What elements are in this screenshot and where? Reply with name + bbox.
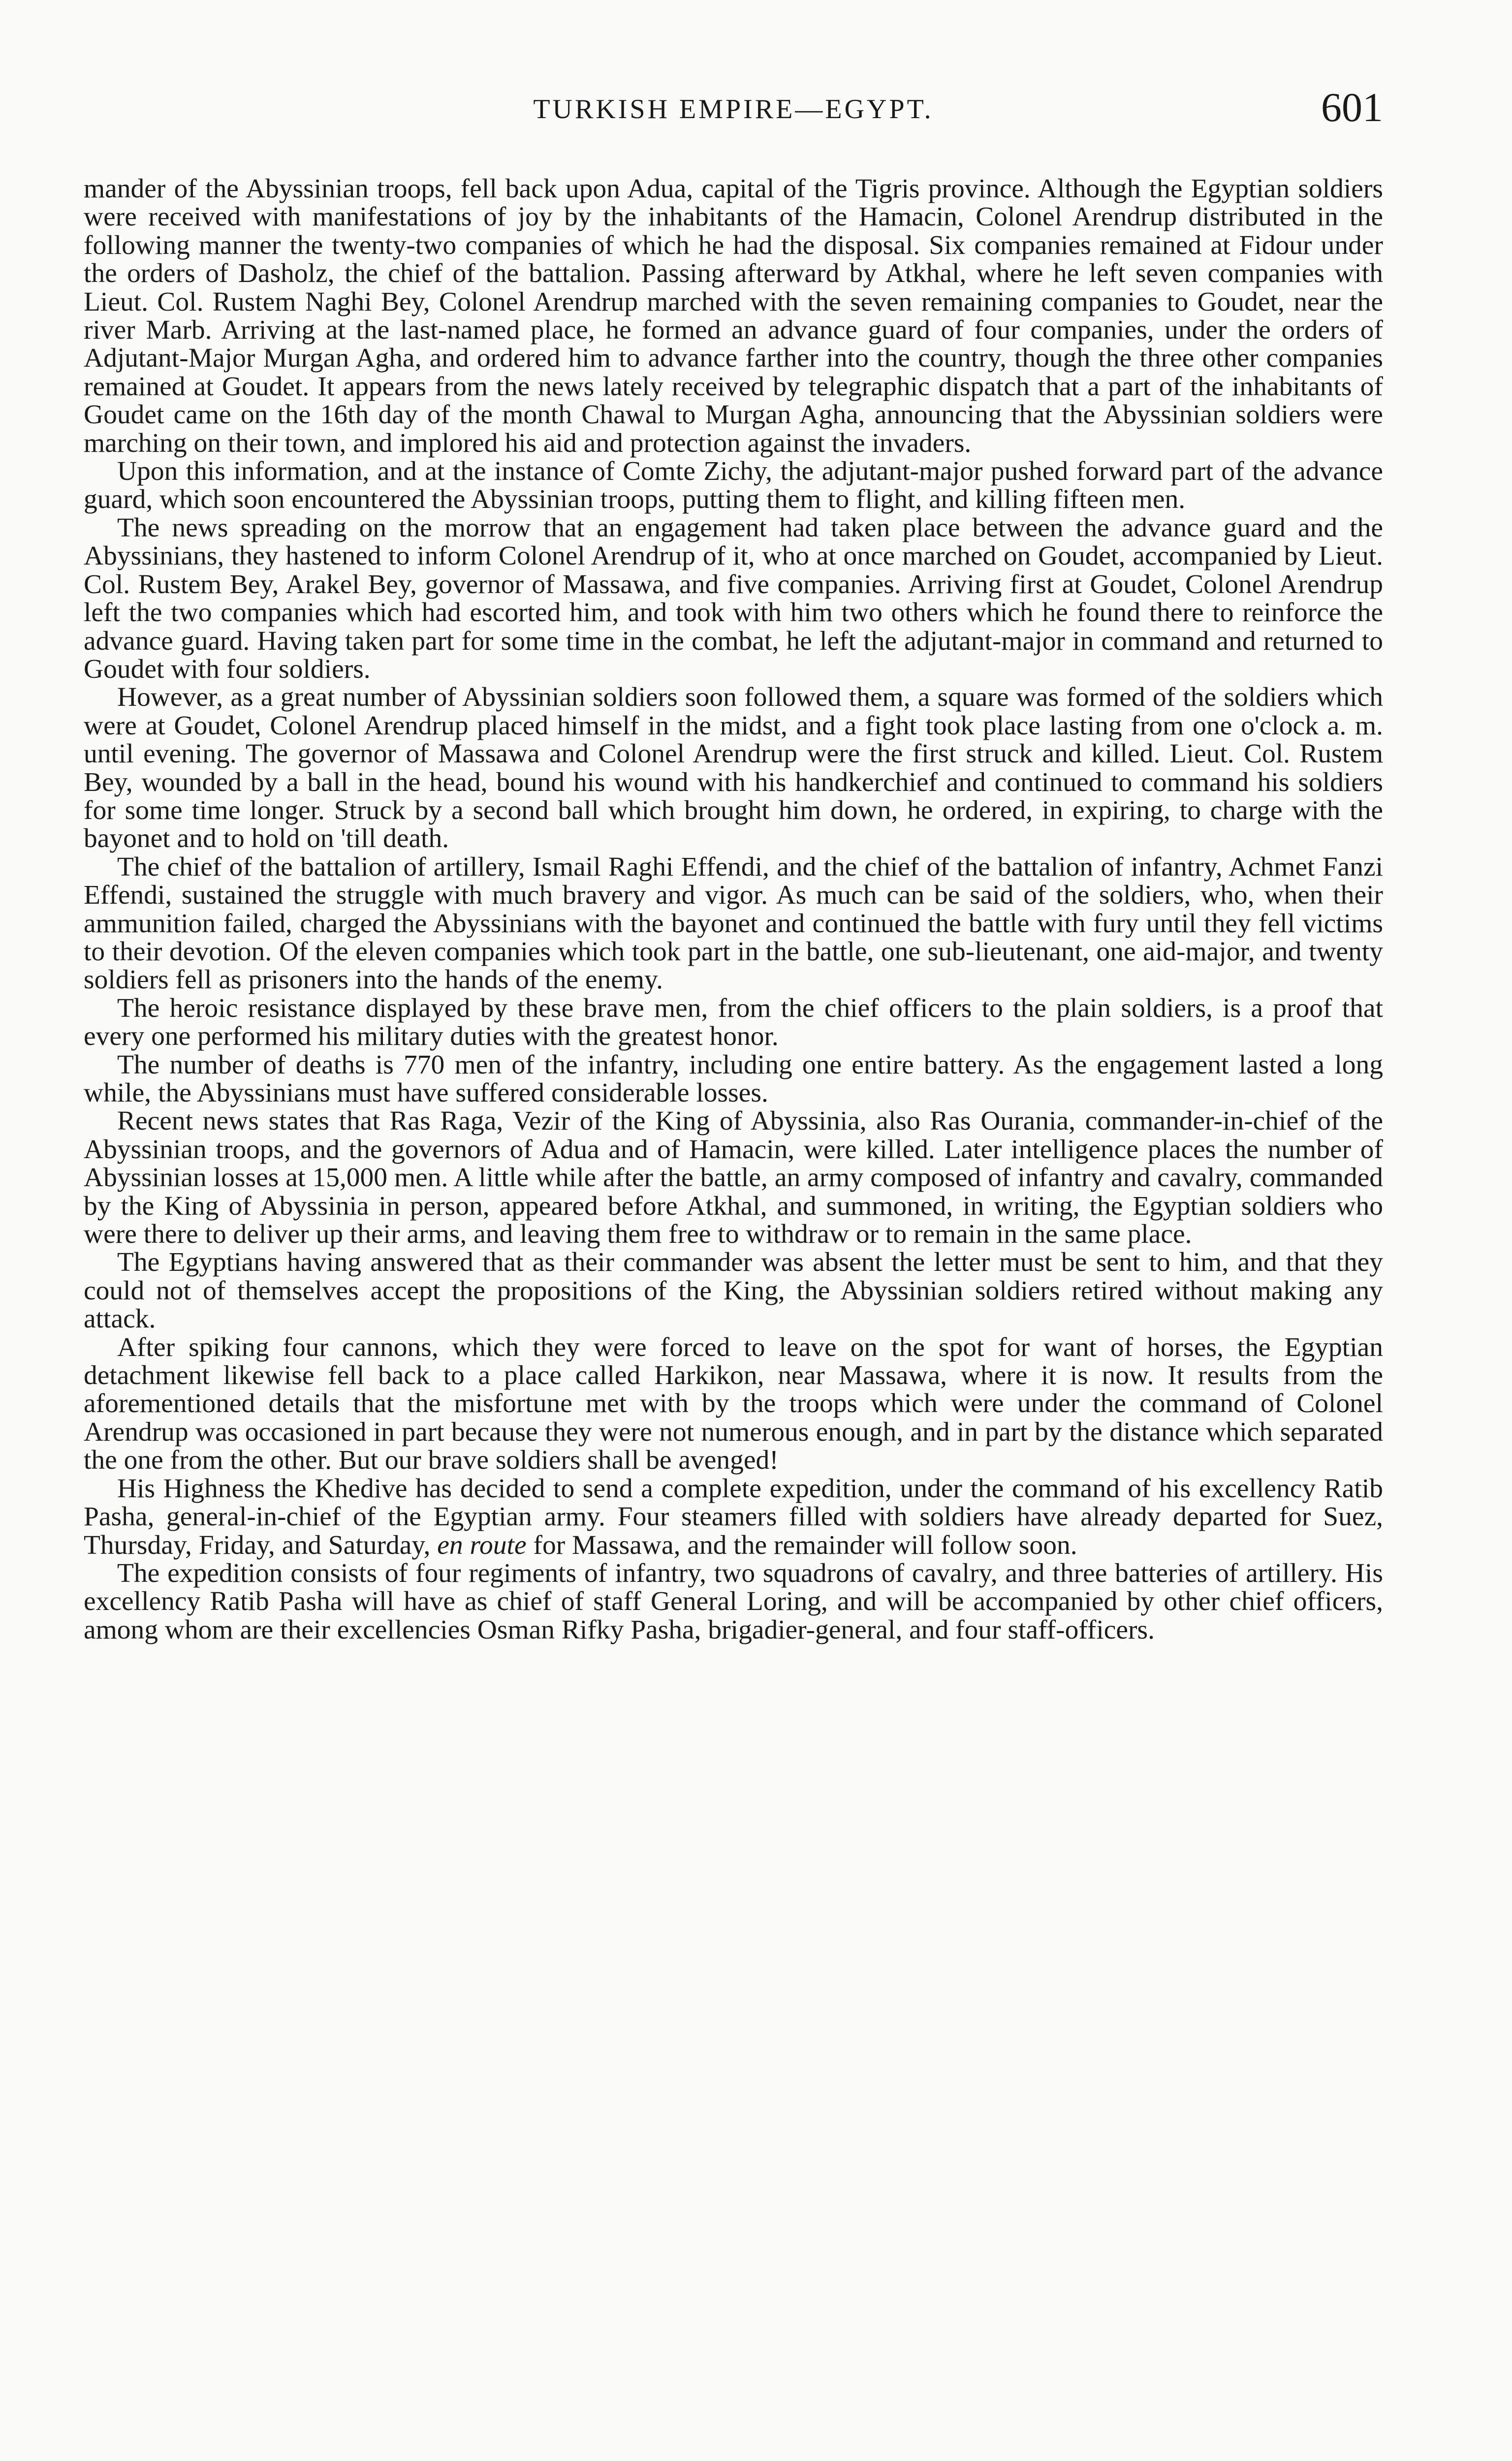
paragraph: The chief of the battalion of artillery, Ismail Raghi Effendi, and the chief of the battalion of infantry, Achmet Fanzi Effendi, sustained the struggle with much bravery and vigor. As much can be said of the soldiers, who, when their ammunition failed, charged the Abyssinians with the bayonet and continued the battle with fury until they fell victims to their devotion. Of the eleven companies which took part in the battle, one sub-lieutenant, one aid-major, and twenty soldiers fell as prisoners into the hands of the enemy. bbox=[84, 852, 1383, 995]
paragraph: Recent news states that Ras Raga, Vezir of the King of Abyssinia, also Ras Ourania, commander-in-chief of the Abyssinian troops, and the governors of Adua and of Hamacin, were killed. Later intelligence places the number of Abyssinian losses at 15,000 men. A little while after the battle, an army composed of infantry and cavalry, commanded by the King of Abyssinia in person, appeared before Atkhal, and summoned, in writing, the Egyptian soldiers who were there to deliver up their arms, and leaving them free to withdraw or to remain in the same place. bbox=[84, 1106, 1383, 1250]
page-number: 601 bbox=[1321, 85, 1383, 130]
running-head bbox=[84, 84, 1383, 138]
paragraph-text: for Massawa, and the remainder will follow soon. bbox=[526, 1530, 1077, 1560]
paragraph: However, as a great number of Abyssinian soldiers soon followed them, a square was formed of the soldiers which were at Goudet, Colonel Arendrup placed himself in the midst, and a fight took place lasting from one o'clock a. m. until evening. The governor of Massawa and Colonel Arendrup were the first struck and killed. Lieut. Col. Rustem Bey, wounded by a ball in the head, bound his wound with his handkerchief and continued to command his soldiers for some time longer. Struck by a second ball which brought him down, he ordered, in expiring, to charge with the bayonet and to hold on 'till death. bbox=[84, 682, 1383, 854]
running-title: TURKISH EMPIRE—EGYPT. bbox=[533, 94, 934, 125]
paragraph: The number of deaths is 770 men of the infantry, including one entire battery. As the engagement lasted a long while, the Abyssinians must have suffered considerable losses. bbox=[84, 1049, 1383, 1108]
paragraph: The news spreading on the morrow that an engagement had taken place between the advance guard and the Abyssinians, they hastened to inform Colonel Arendrup of it, who at once marched on Goudet, accompanied by Lieut. Col. Rustem Bey, Arakel Bey, governor of Massawa, and five companies. Arriving first at Goudet, Colonel Arendrup left the two companies which had escorted him, and took with him two others which he found there to reinforce the advance guard. Having taken part for some time in the combat, he left the adjutant-major in command and returned to Goudet with four soldiers. bbox=[84, 512, 1383, 684]
paragraph-text: His Highness the Khedive has decided to send a complete expedition, under the command of his excellency Ratib Pasha, general-in-chief of the Egyptian army. Four steamers filled with soldiers have already departed for Suez, Thursday, Friday, and Saturday, bbox=[84, 1473, 1383, 1560]
paragraph: The Egyptians having answered that as their commander was absent the letter must be sent to him, and that they could not of themselves accept the propositions of the King, the Abyssinian soldiers retired without making any attack. bbox=[84, 1247, 1383, 1334]
article-body bbox=[84, 175, 1383, 1644]
paragraph bbox=[84, 1475, 1383, 1559]
paragraph: After spiking four cannons, which they were forced to leave on the spot for want of horses, the Egyptian detachment likewise fell back to a place called Harkikon, near Massawa, where it is now. It results from the aforementioned details that the misfortune met with by the troops which were under the command of Colonel Arendrup was occasioned in part because they were not numerous enough, and in part by the distance which separated the one from the other. But our brave soldiers shall be avenged! bbox=[84, 1332, 1383, 1476]
paragraph: Upon this information, and at the instance of Comte Zichy, the adjutant-major pushed forward part of the advance guard, which soon encountered the Abyssinian troops, putting them to flight, and killing fifteen men. bbox=[84, 456, 1383, 515]
paragraph: The heroic resistance displayed by these brave men, from the chief officers to the plain soldiers, is a proof that every one performed his military duties with the greatest honor. bbox=[84, 993, 1383, 1052]
italic-phrase: en route bbox=[437, 1530, 527, 1560]
paragraph: The expedition consists of four regiments of infantry, two squadrons of cavalry, and three batteries of artillery. His excellency Ratib Pasha will have as chief of staff General Loring, and will be accompanied by other chief officers, among whom are their excellencies Osman Rifky Pasha, brigadier-general, and four staff-officers. bbox=[84, 1558, 1383, 1645]
paragraph-continued: mander of the Abyssinian troops, fell back upon Adua, capital of the Tigris province. Although the Egyptian soldiers were received with manifestations of joy by the inhabitants of the Hamacin, Colonel Arendrup distributed in the following manner the twenty-two companies of which he had the disposal. Six companies remained at Fidour under the orders of Dasholz, the chief of the battalion. Passing afterward by Atkhal, where he left seven companies with Lieut. Col. Rustem Naghi Bey, Colonel Arendrup marched with the seven remaining companies to Goudet, near the river Marb. Arriving at the last-named place, he formed an advance guard of four companies, under the orders of Adjutant-Major Murgan Agha, and ordered him to advance farther into the country, though the three other companies remained at Goudet. It appears from the news lately received by telegraphic dispatch that a part of the inhabitants of Goudet came on the 16th day of the month Chawal to Murgan Agha, announcing that the Abyssinian soldiers were marching on their town, and implored his aid and protection against the invaders. bbox=[84, 174, 1383, 458]
